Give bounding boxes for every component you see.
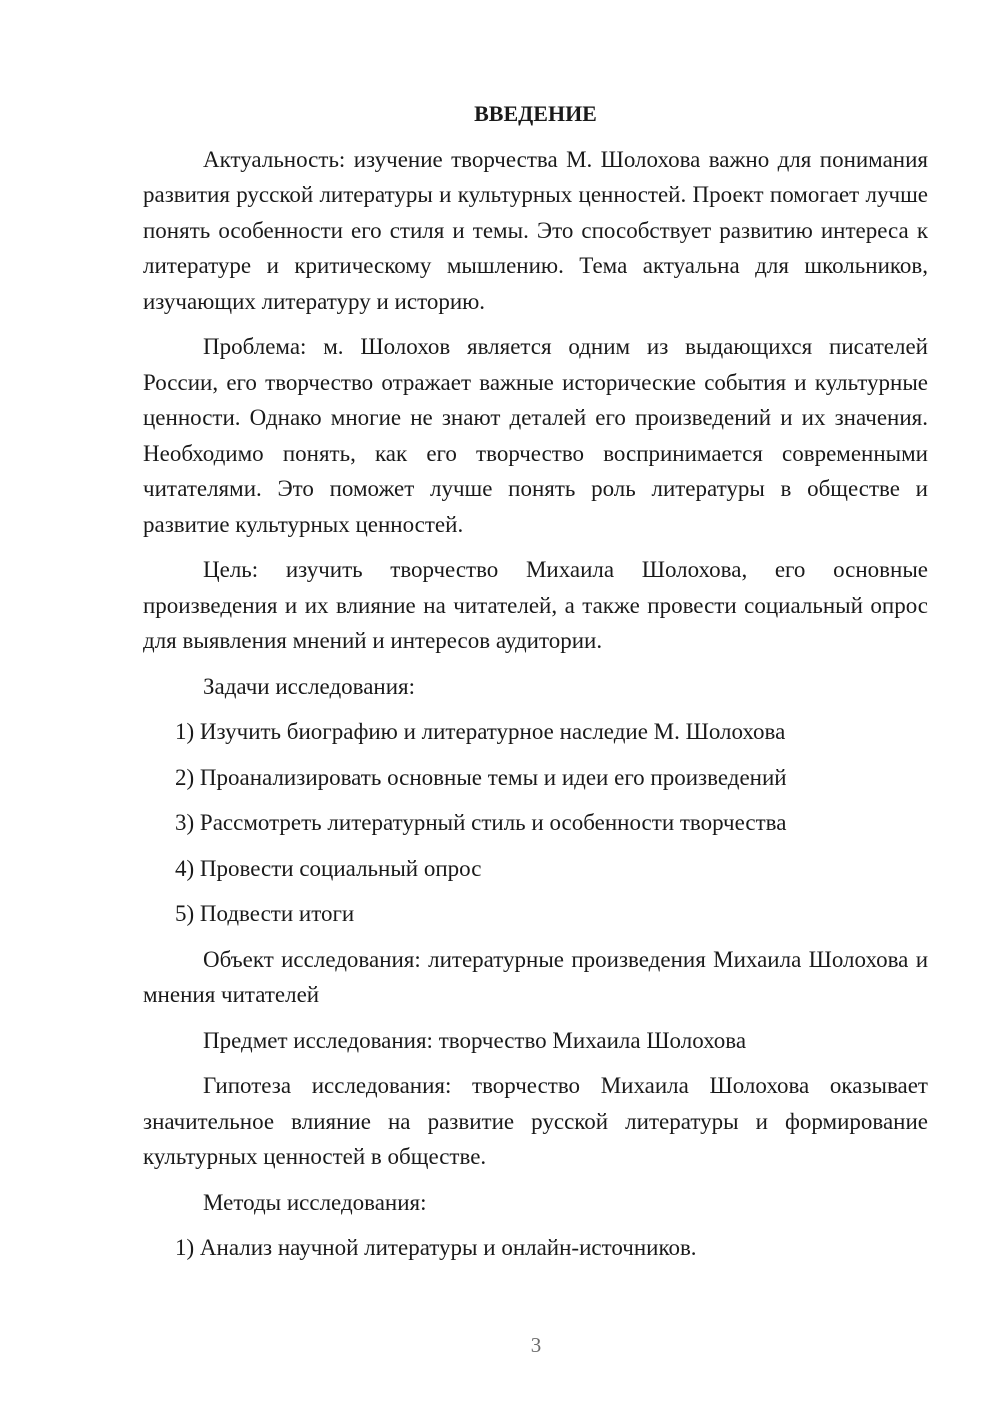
- page-number: 3: [530, 1333, 542, 1357]
- subject-paragraph: Предмет исследования: творчество Михаила Шолохова: [203, 1027, 747, 1053]
- page-title: ВВЕДЕНИЕ: [474, 101, 597, 126]
- hypothesis-paragraph: Гипотеза исследования: творчество Михаила Шолохова оказывает значительное влияние на развитие русской литературы и формирование культурных ценностей в обществе.: [143, 1073, 928, 1169]
- problem-paragraph: Проблема: м. Шолохов является одним из выдающихся писателей России, его творчество отражает важные исторические события и культурные ценности. Однако многие не знают деталей его произведений и их значения. Необходимо понять, как его творчество воспринимается современными читателями. Это поможет лучше понять роль литературы в обществе и развитие культурных ценностей.: [143, 334, 928, 537]
- page-body: [143, 96, 928, 1276]
- task-item: 5) Подвести итоги: [175, 901, 355, 926]
- methods-heading: Методы исследования:: [203, 1189, 427, 1215]
- task-item: 2) Проанализировать основные темы и идеи его произведений: [175, 764, 787, 790]
- method-item: 1) Анализ научной литературы и онлайн-источников.: [175, 1235, 697, 1260]
- task-item: 3) Рассмотреть литературный стиль и особенности творчества: [175, 810, 787, 835]
- task-item: 1) Изучить биографию и литературное наследие М. Шолохова: [175, 719, 786, 744]
- goal-paragraph: Цель: изучить творчество Михаила Шолохова, его основные произведения и их влияние на читателей, а также провести социальный опрос для выявления мнений и интересов аудитории.: [143, 557, 928, 653]
- relevance-paragraph: Актуальность: изучение творчества М. Шолохова важно для понимания развития русской литературы и культурных ценностей. Проект помогает лучше понять особенности его стиля и темы. Это способствует развитию интереса к литературе и критическому мышлению. Тема актуальна для школьников, изучающих литературу и историю.: [143, 146, 928, 314]
- tasks-heading: Задачи исследования:: [203, 673, 416, 699]
- object-paragraph: Объект исследования: литературные произведения Михаила Шолохова и мнения читателей: [143, 946, 928, 1007]
- task-item: 4) Провести социальный опрос: [175, 855, 482, 881]
